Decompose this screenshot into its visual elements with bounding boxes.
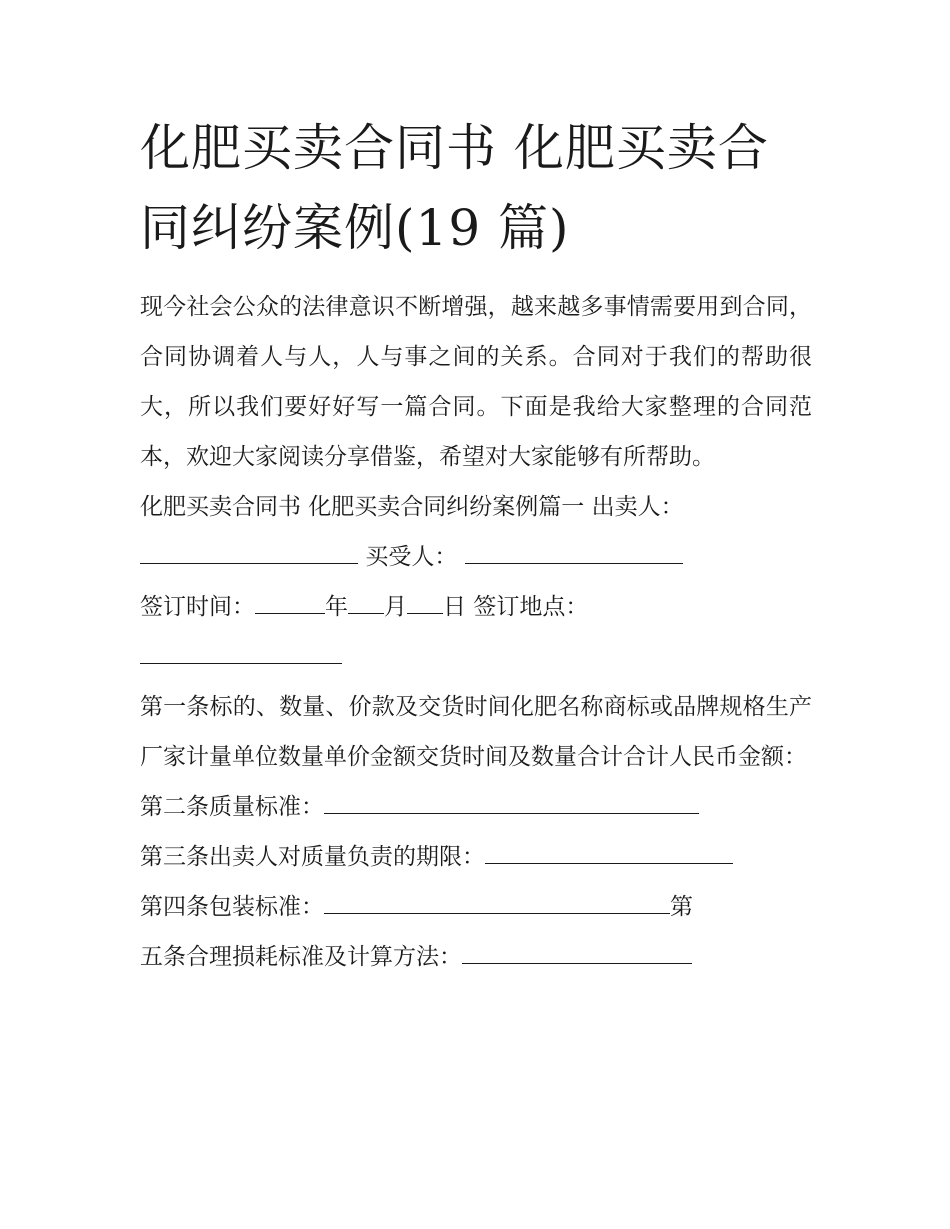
month-blank — [348, 587, 384, 614]
quality-standard-blank — [324, 787, 699, 814]
intro-paragraph: 现今社会公众的法律意识不断增强，越来越多事情需要用到合同，合同协调着人与人，人与事之间的关系。合同对于我们的帮助很大，所以我们要好好写一篇合同。下面是我给大家整理的合同范本，欢迎大家阅读分享借鉴，希望对大家能够有所帮助。 — [140, 294, 812, 470]
sign-time-label: 签订时间： — [140, 594, 255, 620]
sign-place-label: 签订地点： — [473, 594, 589, 620]
month-label: 月 — [384, 594, 407, 620]
clause-4 — [140, 882, 812, 932]
loss-standard-blank — [462, 937, 692, 964]
clause-3-label: 第三条出卖人对质量负责的期限： — [140, 844, 485, 870]
clause-1: 第一条标的、数量、价款及交货时间化肥名称商标或品牌规格生产厂家计量单位数量单价金额交货时间及数量合计合计人民币金额： — [140, 694, 812, 770]
seller-buyer-line — [140, 532, 812, 582]
packaging-standard-blank — [324, 887, 670, 914]
clause-4-label: 第四条包装标准： — [140, 894, 324, 920]
buyer-label: 买受人： — [365, 544, 458, 570]
seller-blank — [140, 537, 358, 564]
day-label: 日 — [443, 594, 466, 620]
clause-5-label: 五条合理损耗标准及计算方法： — [140, 944, 462, 970]
sign-place-blank-line — [140, 632, 812, 682]
buyer-blank — [465, 537, 683, 564]
sign-time-line — [140, 582, 812, 632]
clause-2 — [140, 782, 812, 832]
clause-2-label: 第二条质量标准： — [140, 794, 324, 820]
clause-4-tail: 第 — [670, 894, 693, 920]
document-page — [140, 108, 812, 982]
quality-period-blank — [485, 837, 733, 864]
clause-5 — [140, 932, 812, 982]
sign-place-blank — [140, 637, 342, 664]
document-title: 化肥买卖合同书 化肥买卖合同纠纷案例(19 篇) — [140, 119, 769, 257]
day-blank — [407, 587, 443, 614]
year-label: 年 — [325, 594, 348, 620]
clause-3 — [140, 832, 812, 882]
section-heading: 化肥买卖合同书 化肥买卖合同纠纷案例篇一 出卖人： — [140, 494, 684, 520]
year-blank — [255, 587, 325, 614]
